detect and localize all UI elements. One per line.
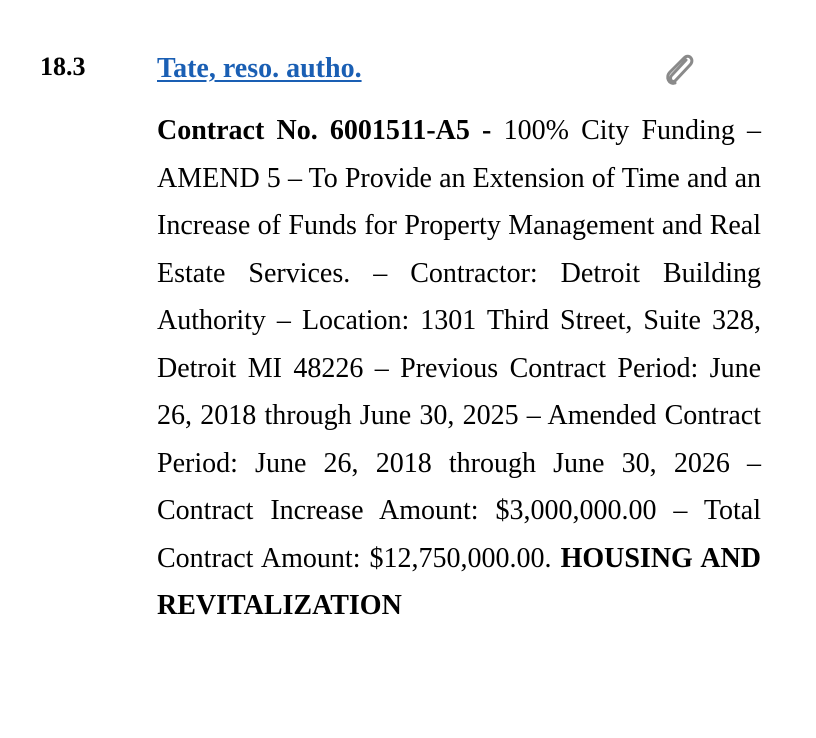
item-number: 18.3 [40, 52, 86, 81]
paperclip-icon[interactable] [660, 48, 698, 88]
contract-number: Contract No. 6001511-A5 - [157, 115, 492, 146]
item-description [157, 107, 761, 630]
contract-details: 100% City Funding – AMEND 5 – To Provide an Extension of Time and an Increase of Funds for Property Management and Real Estate Services. – Contractor: Detroit Building Authority – Location: 1301 Third Street, Suite 328, Detroit MI 48226 – Previous Contract Period: June 26, 2018 through June 30, 2025 – Amended Contract Period: June 26, 2018 through June 30, 2026 – Contract Increase Amount: $3,000,000.00 – Total Contract Amount: $12,750,000.00. [157, 115, 762, 574]
department-name: HOUSING AND REVITALIZATION [157, 542, 761, 621]
item-title-link[interactable]: Tate, reso. autho. [157, 53, 362, 84]
